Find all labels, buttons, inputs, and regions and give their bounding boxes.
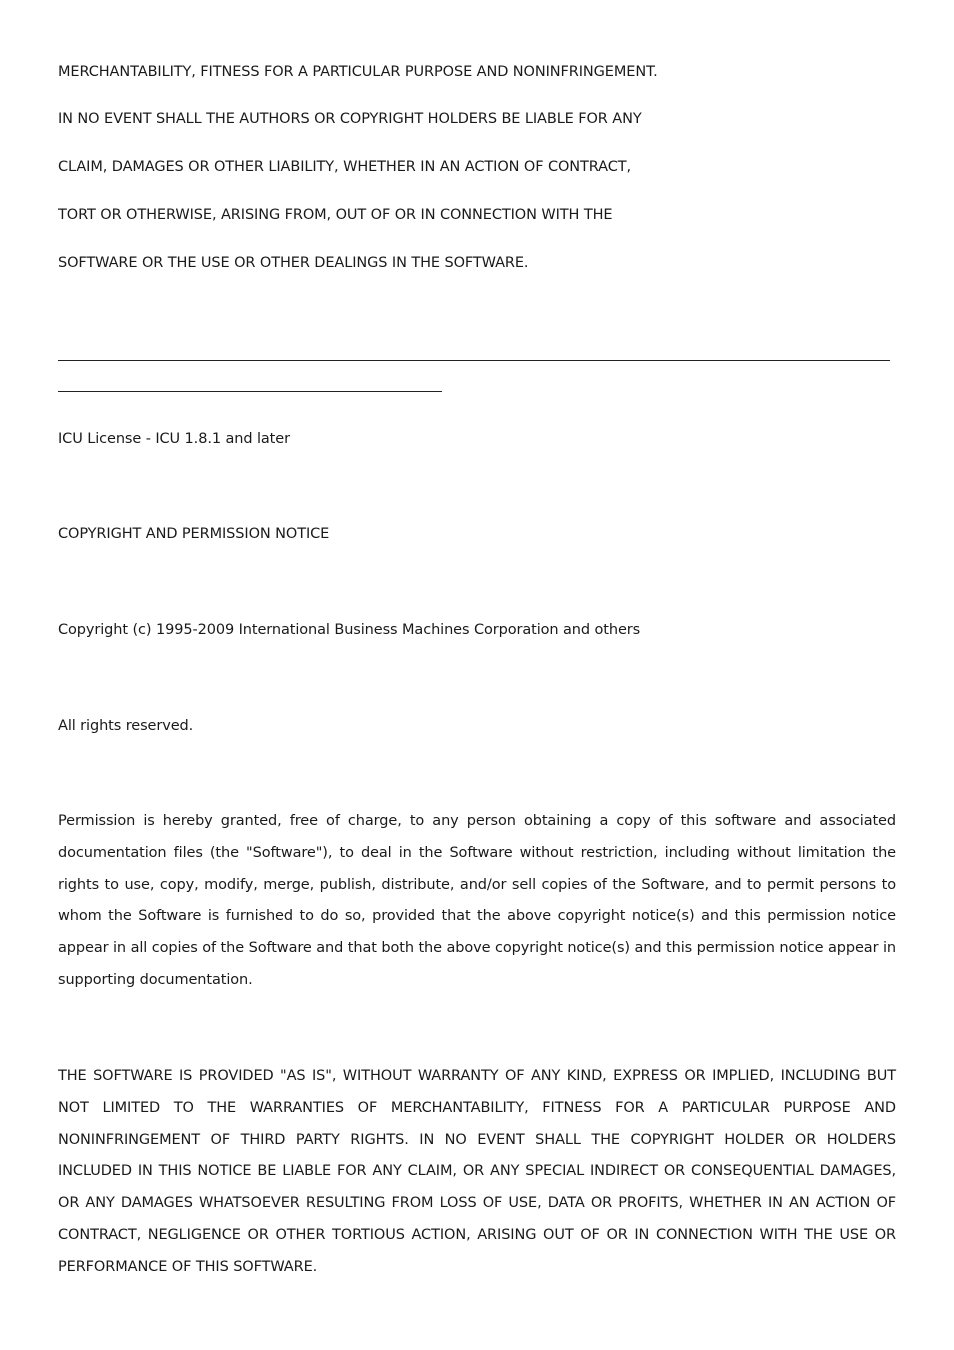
mit-tail-line-4: TORT OR OTHERWISE, ARISING FROM, OUT OF OR IN CONNECTION WITH THE <box>58 207 613 223</box>
copyright-line: Copyright (c) 1995-2009 International Business Machines Corporation and others <box>58 622 641 638</box>
mit-tail-line-2: IN NO EVENT SHALL THE AUTHORS OR COPYRIGHT HOLDERS BE LIABLE FOR ANY <box>58 111 642 127</box>
mit-tail-line-3: CLAIM, DAMAGES OR OTHER LIABILITY, WHETHER IN AN ACTION OF CONTRACT, <box>58 159 632 175</box>
rights-reserved-line: All rights reserved. <box>58 718 194 734</box>
notice-title: COPYRIGHT AND PERMISSION NOTICE <box>58 526 330 542</box>
section-separator-rule <box>58 360 890 361</box>
permission-paragraph: Permission is hereby granted, free of charge, to any person obtaining a copy of this software and associated documentation files (the "Software"), to deal in the Software without restriction, including without limitation the rights to use, copy, modify, merge, publish, distribute, and/or sell copies of the Software, and to permit persons to whom the Software is furnished to do so, provided that the above copyright notice(s) and this permission notice appear in all copies of the Software and that both the above copyright notice(s) and this permission notice appear in supporting documentation. <box>58 813 896 988</box>
section-separator-rule-short <box>58 391 442 392</box>
mit-tail-line-5: SOFTWARE OR THE USE OR OTHER DEALINGS IN THE SOFTWARE. <box>58 255 529 271</box>
mit-tail-line-1: MERCHANTABILITY, FITNESS FOR A PARTICULAR PURPOSE AND NONINFRINGEMENT. <box>58 64 658 80</box>
warranty-disclaimer-paragraph: THE SOFTWARE IS PROVIDED "AS IS", WITHOUT WARRANTY OF ANY KIND, EXPRESS OR IMPLIED, INCLUDING BUT NOT LIMITED TO THE WARRANTIES OF MERCHANTABILITY, FITNESS FOR A PARTICULAR PURPOSE AND NONINFRINGEMENT OF THIRD PARTY RIGHTS. IN NO EVENT SHALL THE COPYRIGHT HOLDER OR HOLDERS INCLUDED IN THIS NOTICE BE LIABLE FOR ANY CLAIM, OR ANY SPECIAL INDIRECT OR CONSEQUENTIAL DAMAGES, OR ANY DAMAGES WHATSOEVER RESULTING FROM LOSS OF USE, DATA OR PROFITS, WHETHER IN AN ACTION OF CONTRACT, NEGLIGENCE OR OTHER TORTIOUS ACTION, ARISING OUT OF OR IN CONNECTION WITH THE USE OR PERFORMANCE OF THIS SOFTWARE. <box>58 1068 896 1275</box>
icu-license-heading: ICU License - ICU 1.8.1 and later <box>58 431 290 447</box>
